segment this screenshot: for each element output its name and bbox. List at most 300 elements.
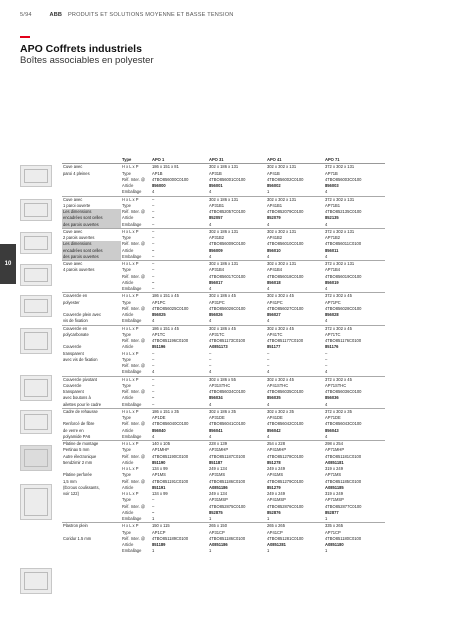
row-label: Type [122, 447, 131, 453]
row-description: 1,5 mm [63, 478, 77, 484]
table-cell: 856027 [267, 312, 281, 317]
row-label: Réf. Inter. @ [122, 363, 146, 368]
table-cell: 4TBO851173C0100 [209, 338, 246, 343]
table-cell: 4 [209, 433, 212, 439]
table-row [62, 318, 385, 325]
table-cell: AP31STHC [209, 382, 231, 388]
table-cell: 302 x 186 x 55 [208, 376, 266, 383]
row-description: Les dimensions [62, 241, 121, 247]
table-cell: AP71STHC [325, 382, 347, 388]
table-cell: – [152, 497, 155, 503]
table-cell: – [151, 228, 208, 235]
table-cell: AP1MS [152, 472, 166, 478]
row-description: Renforcé de fibre [63, 421, 95, 427]
row-description: ailettes pour le cadre [63, 401, 102, 407]
table-cell: 1 [209, 548, 212, 554]
table-row [62, 548, 385, 554]
table-cell: 319 x 249 [325, 491, 343, 496]
table-cell: 4 [267, 318, 270, 324]
table-cell: AP1TC [152, 331, 166, 337]
table-cell: 4TBO856001C0100 [209, 176, 246, 182]
table-cell: 4TBO856003C0100 [325, 176, 362, 182]
table-cell: 856028 [325, 312, 339, 317]
row-label: Réf. Inter. @ [122, 209, 146, 214]
table-cell: 4TBO852079C0100 [267, 209, 304, 214]
table-row [62, 408, 385, 415]
row-label: Réf. Inter. @ [122, 535, 146, 541]
table-cell: AP31B1 [209, 202, 225, 208]
table-cell: 4TBO856018C0100 [267, 273, 304, 279]
row-description: voir 122) [63, 491, 79, 496]
table-cell: AP41DE [267, 415, 283, 420]
table-cell: AP31B [209, 170, 222, 176]
table-cell: 249 x 134 [209, 491, 227, 496]
table-cell: AP41TC [267, 331, 283, 337]
table-row [62, 189, 385, 196]
row-description: Platine de montage [62, 441, 121, 448]
table-cell: 856034 [209, 395, 223, 401]
table-row [62, 441, 385, 448]
table-cell: 372 x 302 x 35 [324, 408, 385, 415]
table-cell: 4 [267, 253, 270, 259]
table-cell: 4 [209, 221, 212, 227]
row-label: Emballage [122, 189, 142, 195]
table-cell: AP71B [325, 170, 338, 176]
table-cell: 302 x 302 x 131 [266, 228, 324, 235]
row-label: Article [122, 183, 134, 188]
row-description [62, 369, 121, 376]
table-cell: AP71MS [325, 472, 342, 478]
table-cell: 302 x 302 x 35 [266, 408, 324, 415]
row-description: Couvercle [63, 382, 82, 388]
row-description: Cuve avec [62, 228, 121, 235]
table-cell: – [152, 395, 155, 401]
table-cell: A0851281 [267, 542, 286, 547]
table-cell: AP71DE [325, 415, 341, 420]
table-cell: 372 x 302 x 131 [324, 261, 385, 268]
table-cell: 856041 [209, 427, 223, 433]
table-cell: 4TBO851278C0100 [267, 453, 304, 459]
row-label: Réf. Inter. @ [122, 421, 146, 427]
row-description [62, 516, 121, 523]
table-cell: 4TBO856017C0100 [209, 273, 246, 279]
row-label: Réf. Inter. @ [122, 453, 146, 459]
row-description: transparent [63, 350, 84, 356]
row-label: Emballage [122, 318, 142, 324]
table-cell: A0851185 [325, 484, 344, 490]
table-cell: 372 x 302 x 131 [324, 164, 385, 171]
row-description: Autre électronique [63, 453, 97, 459]
table-cell: 302 x 186 x 131 [208, 261, 266, 268]
table-cell: AP1DE [152, 415, 166, 420]
table-cell: 4TBO856025C0100 [152, 305, 189, 311]
table-cell: AP71PC [325, 299, 341, 305]
table-cell: 856017 [209, 279, 223, 285]
table-cell: 1 [325, 548, 328, 554]
product-image-cuve-pleine [20, 165, 52, 187]
table-cell: 851190 [152, 459, 166, 465]
table-cell: 856003 [325, 183, 339, 188]
row-label: Emballage [122, 516, 142, 521]
row-label: H x L x P [121, 441, 151, 448]
table-cell: 4TBO856041C0100 [209, 421, 246, 427]
table-cell: 249 x 249 [267, 466, 285, 471]
row-description: 1 paroi ouverte [63, 202, 91, 208]
table-cell: 265 x 265 [266, 523, 324, 530]
row-description: Couvercle plein avec [63, 312, 102, 317]
table-cell: – [152, 247, 155, 253]
table-cell: 4TBO851186C0100 [209, 535, 246, 541]
row-label: Réf. Inter. @ [122, 305, 146, 311]
table-row [62, 164, 385, 171]
table-cell: 4 [325, 253, 328, 259]
table-cell: 851196 [152, 344, 166, 350]
table-cell: 4TBO856042C0100 [267, 421, 304, 427]
table-cell: AP41STHC [267, 382, 289, 388]
table-cell: – [152, 215, 155, 221]
table-cell: 856002 [267, 183, 281, 188]
table-cell: 302 x 186 x 35 [208, 408, 266, 415]
table-cell: AP41MHP [267, 447, 287, 453]
table-cell: – [325, 350, 328, 356]
table-cell: – [209, 363, 212, 368]
table-cell: 856019 [325, 279, 339, 285]
row-description [62, 286, 121, 293]
table-cell: 4TBO851186C0100 [209, 478, 246, 484]
table-cell: 851278 [267, 459, 281, 465]
table-cell: 4TBO851191C0100 [152, 478, 189, 484]
row-label: H x L x P [121, 228, 151, 235]
table-cell: 851187 [209, 459, 223, 465]
table-cell: 372 x 302 x 131 [324, 196, 385, 203]
col-header: APO 71 [324, 157, 385, 164]
table-cell: AP1MHP [152, 447, 169, 453]
row-description: Cuve avec [62, 261, 121, 268]
row-description: transparent [63, 389, 84, 394]
row-label: Article [122, 395, 134, 401]
table-cell: 4TBO851176C0100 [325, 338, 362, 343]
row-label: Type [122, 472, 131, 478]
row-description: Platine perforée [63, 472, 92, 478]
table-cell: AP41B1 [267, 202, 283, 208]
table-cell: 4TBO851185C0100 [325, 478, 362, 484]
row-description: de verre en [63, 427, 84, 433]
table-cell: – [325, 363, 328, 368]
table-cell: 249 x 134 [209, 466, 227, 471]
table-cell: AP1B [152, 170, 163, 176]
row-label: Emballage [122, 286, 142, 291]
table-cell: 4TBO856002C0100 [267, 176, 304, 182]
table-cell: AP41PC [267, 299, 283, 305]
row-label: H x L x P [121, 196, 151, 203]
row-label: Article [122, 312, 134, 317]
table-row [62, 254, 385, 261]
table-cell: 856009 [209, 247, 223, 253]
table-cell: 228 x 139 [208, 441, 266, 448]
row-label: Type [122, 529, 131, 535]
table-cell: 302 x 186 x 45 [208, 293, 266, 300]
table-cell: 4TBO856036C0100 [325, 389, 362, 394]
table-cell: 852057 [209, 215, 223, 221]
table-row [62, 434, 385, 441]
table-cell: 851176 [325, 344, 339, 350]
row-label: H x L x P [122, 350, 139, 356]
row-description [62, 189, 121, 196]
table-cell: AP31B2 [209, 235, 225, 240]
table-cell: 4TBO856027C0100 [267, 305, 304, 311]
product-image-platine-perforee [20, 484, 52, 520]
row-label: Réf. Inter. @ [122, 241, 146, 247]
table-cell: 302 x 186 x 131 [208, 228, 266, 235]
table-cell: 856000 [152, 183, 166, 188]
table-cell: 186 x 151 x 45 [151, 293, 208, 300]
table-cell: 4TBO856009C0100 [209, 241, 246, 247]
table-cell: 4TBO851281C0100 [267, 535, 304, 541]
table-cell: 4TBO851279C0100 [267, 478, 304, 484]
table-cell: AP41B [267, 170, 280, 176]
table-cell: 4 [209, 318, 212, 324]
row-description: Couvercle [63, 344, 82, 350]
table-cell: 372 x 302 x 45 [324, 293, 385, 300]
table-cell: 302 x 302 x 45 [266, 376, 324, 383]
table-cell: 4TBO851180C0100 [325, 535, 362, 541]
row-description: Pertinax 5 mm [63, 447, 90, 453]
table-cell: 852135 [325, 215, 339, 221]
table-row [62, 222, 385, 229]
table-cell: 852877 [325, 509, 339, 515]
header-title: PRODUITS ET SOLUTIONS MOYENNE ET BASSE TENSION [67, 12, 234, 18]
row-description: polycarbonate [63, 331, 89, 337]
row-description: polyamide PA6 [63, 433, 91, 439]
table-cell: 856018 [267, 279, 281, 285]
table-cell: AP41MS [267, 472, 284, 478]
row-description: Cuve avec [62, 164, 121, 171]
row-label: Emballage [122, 401, 142, 407]
row-label: Type [122, 356, 131, 362]
table-cell: 856010 [267, 247, 281, 253]
table-cell: 1 [267, 189, 270, 195]
table-cell: 134 x 99 [152, 491, 168, 496]
table-cell: AP71TC [325, 331, 341, 337]
row-label: Emballage [122, 548, 142, 554]
row-label: H x L x P [122, 466, 139, 471]
table-row [62, 523, 385, 530]
table-cell: 856011 [325, 247, 339, 253]
row-label: Réf. Inter. @ [122, 338, 146, 343]
table-cell: 4TBO856028C0100 [325, 305, 362, 311]
table-cell: 4TBO856011C0100 [325, 241, 362, 247]
table-cell: – [152, 356, 155, 362]
table-cell: 302 x 302 x 131 [266, 196, 324, 203]
table-cell: 4 [152, 433, 155, 439]
table-cell: 4TBO852876C0100 [267, 503, 304, 509]
table-header-row [62, 157, 385, 164]
table-cell: 856026 [209, 312, 223, 317]
table-cell: A0851181 [325, 459, 344, 465]
table-cell: 4 [325, 369, 328, 375]
table-cell: – [152, 286, 155, 291]
row-label: Article [122, 344, 134, 350]
row-label: H x L x P [121, 164, 151, 171]
row-label: Type [122, 382, 131, 388]
table-cell: AP41MSP [267, 497, 286, 503]
table-cell: 4TBO852135C0100 [325, 209, 362, 214]
row-label: H x L x P [121, 376, 151, 383]
table-cell: 856040 [152, 427, 166, 433]
row-label: H x L x P [122, 491, 139, 496]
table-cell: 4TBO856040C0100 [152, 421, 189, 427]
table-cell: – [152, 241, 155, 247]
table-cell: AP41B4 [267, 267, 283, 273]
col-desc [62, 157, 121, 164]
table-cell: 298 x 254 [324, 441, 385, 448]
row-description: Cadre de rehausse [62, 408, 121, 415]
row-description: Les dimensions [62, 209, 121, 215]
table-cell: – [209, 356, 212, 362]
product-table [62, 157, 385, 555]
row-label: Emballage [122, 369, 142, 375]
table-cell: 134 x 99 [152, 466, 168, 471]
table-cell: 851189 [152, 542, 166, 547]
table-cell: AP71B1 [325, 202, 341, 208]
table-cell: 249 x 249 [267, 491, 285, 496]
product-image-cuve-2-parois [20, 232, 52, 254]
product-image-cadre [20, 410, 52, 434]
table-cell: 4 [325, 189, 328, 195]
table-cell: 4 [267, 401, 270, 407]
table-row [62, 516, 385, 523]
page-subtitle: Boîtes associables en polyester [20, 55, 154, 66]
row-label: Type [122, 235, 131, 240]
table-cell: 4TBO856034C0100 [209, 389, 246, 394]
product-image-couvercle-polycarbonate [20, 328, 52, 354]
row-description: des parois ouvertes [62, 222, 121, 229]
table-cell: – [152, 401, 155, 407]
table-cell: 851177 [267, 344, 281, 350]
table-cell: 851279 [267, 484, 281, 490]
row-description: avec boutons à [63, 395, 91, 401]
row-label: Article [122, 484, 134, 490]
row-description: Coridur 1.5 mm [63, 535, 92, 541]
table-cell: AP31MSP [209, 497, 228, 503]
table-cell: AP71MHP [325, 447, 345, 453]
row-description: 4 parois ouvertes [63, 267, 95, 273]
row-label: Article [122, 542, 134, 547]
row-label: H x L x P [121, 325, 151, 332]
table-row [62, 261, 385, 268]
table-cell: 4 [325, 286, 328, 291]
row-description: Couvercle en [62, 293, 121, 300]
col-header: Type [121, 157, 151, 164]
row-label: Type [122, 170, 131, 176]
table-cell: 4TBO856019C0100 [325, 273, 362, 279]
table-cell: – [267, 356, 270, 362]
table-cell: – [152, 350, 155, 356]
table-cell: AP71MSP [325, 497, 344, 503]
table-cell: A0851180 [325, 542, 344, 547]
row-description: Couvercle pivotant [62, 376, 121, 383]
table-cell: 302 x 302 x 45 [266, 325, 324, 332]
row-description: avec vis de fixation [63, 356, 98, 362]
table-cell: 4TBO851189C0100 [152, 535, 189, 541]
table-cell: A0851186 [209, 484, 228, 490]
product-image-couvercle-polyester [20, 295, 52, 317]
table-cell: 140 x 105 [151, 441, 208, 448]
table-cell: 4TBO856026C0100 [209, 305, 246, 311]
table-cell: 1 [152, 548, 155, 554]
table-cell: 4 [209, 369, 212, 375]
page-title: APO Coffrets industriels [20, 43, 142, 55]
table-cell: 4TBO852877C0100 [325, 503, 362, 509]
table-cell: 4 [209, 253, 212, 259]
table-cell: AP41B2 [267, 235, 283, 240]
table-cell: 4 [267, 221, 270, 227]
table-cell: – [152, 235, 155, 240]
page-header [20, 12, 234, 18]
table-cell: 852079 [267, 215, 281, 221]
row-label: Réf. Inter. @ [122, 503, 146, 509]
table-cell: 150 x 115 [151, 523, 208, 530]
table-cell: 1 [267, 548, 270, 554]
table-cell: 319 x 249 [325, 466, 343, 471]
table-row [62, 286, 385, 293]
table-cell: 4 [325, 318, 328, 324]
col-header: APO 31 [208, 157, 266, 164]
table-cell: 856035 [267, 395, 281, 401]
table-cell: 4TBO856035C0100 [267, 389, 304, 394]
table-cell: 302 x 302 x 131 [266, 261, 324, 268]
row-label: Réf. Inter. @ [122, 389, 146, 394]
table-cell: – [152, 363, 155, 368]
table-cell: 302 x 186 x 131 [208, 164, 266, 171]
row-label: Type [122, 299, 131, 305]
row-label: Article [122, 427, 134, 433]
table-body [62, 164, 385, 555]
table-cell: 335 x 265 [324, 523, 385, 530]
table-cell: AP41CP [267, 529, 283, 535]
row-label: Article [122, 279, 134, 285]
row-label: Article [122, 215, 134, 221]
table-cell: – [152, 273, 155, 279]
table-cell: 302 x 186 x 131 [208, 196, 266, 203]
table-cell: 302 x 302 x 131 [266, 164, 324, 171]
row-label: Type [122, 202, 131, 208]
table-row [62, 369, 385, 376]
table-cell: – [152, 253, 155, 259]
table-row [62, 376, 385, 383]
row-label: Type [122, 331, 131, 337]
table-cell: – [152, 221, 155, 227]
table-cell: – [267, 350, 270, 356]
table-cell: 4 [209, 189, 212, 195]
table-cell: 4 [209, 286, 212, 291]
row-description: paroi 4 pleines [63, 170, 90, 176]
table-cell: 4TBO851190C0100 [152, 453, 189, 459]
table-cell: – [152, 509, 155, 515]
table-cell: AP31TC [209, 331, 225, 337]
table-cell: 4TBO851196C0100 [152, 338, 189, 343]
table-cell: 1 [209, 516, 212, 521]
table-cell: 4 [325, 401, 328, 407]
row-description: 2 parois ouvertes [63, 235, 95, 240]
table-cell: 4 [152, 369, 155, 375]
row-label: Article [122, 459, 134, 465]
table-cell: 4TBO856043C0100 [325, 421, 362, 427]
table-cell: 856043 [325, 427, 339, 433]
table-cell: 4 [267, 433, 270, 439]
table-cell: AP31B4 [209, 267, 225, 273]
table-cell: AP31MHP [209, 447, 229, 453]
